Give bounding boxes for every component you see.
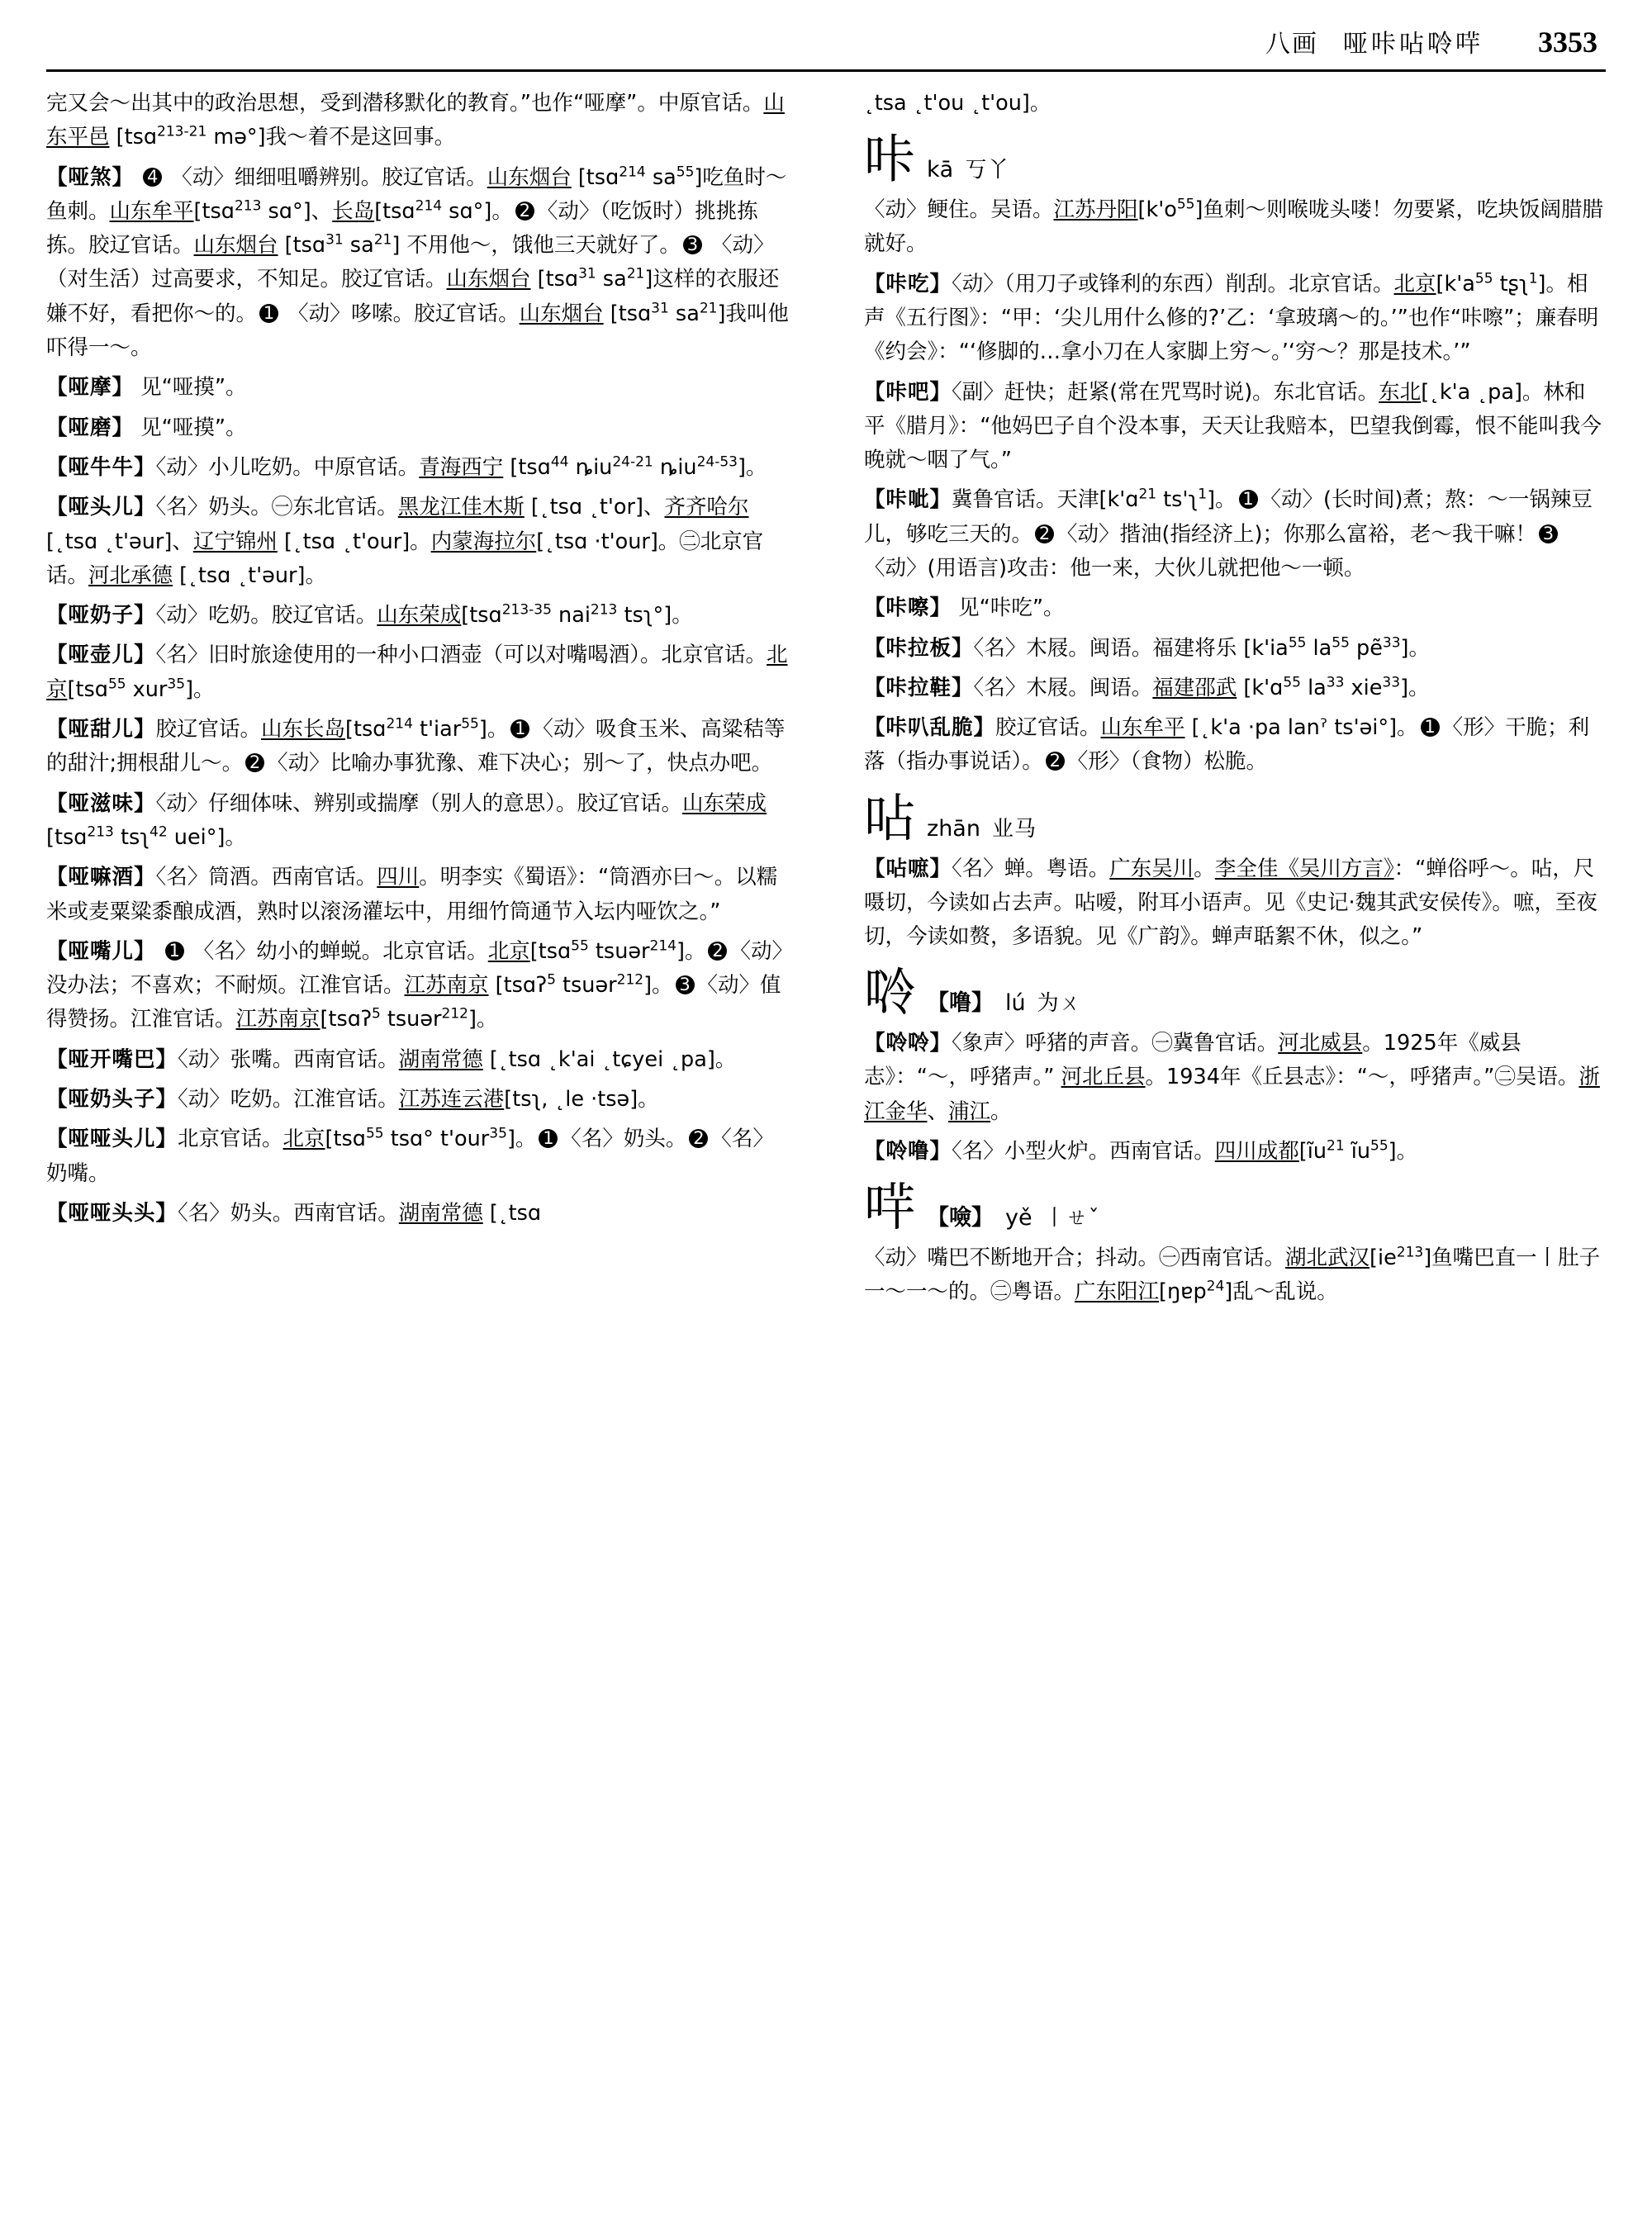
pinyin-reading: zhān <box>927 815 980 842</box>
entry-lu-lu2: 【唥噜】〈名〉小型火炉。西南官话。四川成都[$ĩu^{21}$ $ĩu^{55}$]。 <box>864 1137 1418 1165</box>
page-header <box>46 23 1606 66</box>
zhuyin-reading: 业马 <box>991 816 1037 842</box>
pinyin-reading: kā <box>927 157 954 183</box>
zhuyin-reading: 丂丫 <box>965 158 1010 183</box>
entry-ya-mo-2: 【哑磨】 见“哑摸”。 <box>46 415 247 440</box>
entry-ya-majiu: 【哑嘛酒】〈名〉筒酒。西南官话。四川。明李实《蜀语》：“筒酒亦曰～。以糯米或麦粟粱黍酿成酒，熟时以滚汤灌坛中，用细竹筒通节入坛内哑饮之。” <box>46 865 778 924</box>
entry-ya-kaizuiba: 【哑开嘴巴】〈动〉张嘴。西南官话。湖南常德 [˛tsɑ ˛k'ai ˛tɕyei ˛pa]。 <box>46 1046 737 1072</box>
big-character: 哶 <box>864 1177 916 1238</box>
entry-ya-mo-1: 【哑摩】 见“哑摸”。 <box>46 375 247 401</box>
entry-ya-niuniu: 【哑牛牛】〈动〉小儿吃奶。中原官话。青海西宁 [tsɑ$^{44}$ ȵiu$^{24-21}$ ȵiu$^{24-53}$]。 <box>46 453 767 480</box>
bigchar-ye-body: 〈动〉嘴巴不断地开合；抖动。㊀西南官话。湖北武汉$[ie^{213}]$鱼嘴巴直一丨肚子一～一～的。㊁粤语。广东阳江[ŋɐp$^{24}$]乱～乱说。 <box>864 1244 1601 1305</box>
variant-character: 【噜】 <box>927 990 995 1017</box>
zhuyin-reading: 为ㄨ <box>1037 991 1082 1017</box>
bigchar-lu-heading <box>864 962 1606 1023</box>
big-character: 咔 <box>864 129 916 190</box>
header-characters: 哑咔呫唥哶 <box>1343 30 1483 59</box>
continuation-paragraph-right: ˛tsa ˛t'ou ˛t'ou]。 <box>864 91 1051 116</box>
entry-ka-ca: 【咔嚓】 见“咔吃”。 <box>864 595 1065 621</box>
entry-ka-ci: 【咔呲】冀鲁官话。天津[k'ɑ$^{21}$ ts'ʅ$^1$]。 1 〈动〉(长时间)煮；熬：～一锅辣豆儿，够吃三天的。 2 〈动〉揩油(指经济上)；你那么富裕，老～我干嘛！ 3〈动〉(用语言)攻击：他一来，大伙儿就把他～一顿。 <box>864 486 1593 581</box>
bigchar-ka-heading <box>864 129 1606 190</box>
entry-ya-ya-toutou: 【哑哑头头】〈名〉奶头。西南官话。湖南常德 [˛tsɑ <box>46 1200 542 1226</box>
big-character: 唥 <box>864 962 916 1023</box>
bigchar-ye-heading <box>864 1177 1606 1238</box>
entry-ka-chi: 【咔吃】〈动〉（用刀子或锋利的东西）削刮。北京官话。北京[$k'a^{55}$ tʂʅ$^1$]。相声《五行图》：“甲：‘尖儿用什么修的?’乙：‘拿玻璃～的。’”也作“咔嚓”；廉春明《约会》：“‘修脚的…拿小刀在人家脚上穷～。’‘穷～？那是技术。’” <box>864 270 1599 365</box>
entry-ya-ya-touer: 【哑哑头儿】北京官话。北京[tsɑ$^{55}$ tsɑ° t'our$^{35}$]。 1 〈名〉奶头。 2 〈名〉奶嘴。 <box>46 1125 774 1186</box>
header-rule <box>46 69 1606 72</box>
pinyin-reading: yě <box>1005 1205 1032 1231</box>
entry-zhan-zhe: 【呫嗻】〈名〉蝉。粤语。广东吴川。李全佳《吴川方言》：“蝉俗呼～。呫，尺嗫切，今读如占去声。呫嗳，附耳小语声。见《史记·魏其武安侯传》。嗻，至夜切，今读如赘，多语貌。见《广韵》。蝉声聒絮不休，似之。” <box>864 856 1597 950</box>
left-column <box>46 87 826 2201</box>
zhuyin-reading: 丨ㄝˇ <box>1043 1206 1100 1231</box>
entry-ya-sha: 【哑煞】 4 〈动〉细细咀嚼辨别。胶辽官话。山东烟台 [tsɑ$^{214}$ $sa^{55}$]吃鱼时～鱼刺。山东牟平[tsɑ$^{213}$ sɑ°]、长岛[tsɑ$^{214}$ sɑ°]。 2 〈动〉（吃饭时）挑挑拣拣。胶辽官话。山东烟台 [tsɑ$^{31}$ $sa^{21}$] 不用他～，饿他三天就好了。 3 〈动〉（对生活）过高要求，不知足。胶辽官话。山东烟台 [tsɑ$^{31}$ $sa^{21}$]这样的衣服还嫌不好，看把你～的。 1 〈动〉哆嗦。胶辽官话。山东烟台 [tsɑ$^{31}$ $sa^{21}$]我叫他吓得一～。 <box>46 164 789 361</box>
page-number: 3353 <box>1538 26 1597 59</box>
entry-ya-touer: 【哑头儿】〈名〉奶头。㊀东北官话。黑龙江佳木斯 [˛tsɑ ˛t'or]、齐齐哈尔 [˛tsɑ ˛t'əur]、辽宁锦州 [˛tsɑ ˛t'our]。内蒙海拉尔[˛tsɑ ·t'our]。㊁北京官话。河北承德 [˛tsɑ ˛t'əur]。 <box>46 495 764 588</box>
entry-ya-ziwei: 【哑滋味】〈动〉仔细体味、辨别或揣摩（别人的意思）。胶辽官话。山东荣成[tsɑ$^{213}$ tsʅ$^{42}$ uei°]。 <box>46 790 767 850</box>
entry-lu-lu: 【唥唥】〈象声〉呼猪的声音。㊀冀鲁官话。河北威县。1925年《威县志》：“～，呼猪声。” 河北丘县。1934年《丘县志》：“～，呼猪声。”㊁吴语。浙江金华、浦江。 <box>864 1031 1600 1124</box>
entry-ya-zuier: 【哑嘴儿】 1 〈名〉幼小的蝉蜕。北京官话。北京[tsɑ$^{55}$ tsuər$^{214}$]。 2 〈动〉没办法；不喜欢；不耐烦。江淮官话。江苏南京 [tsɑʔ$^5$ tsuər$^{212}$]。 3 〈动〉值得赞扬。江淮官话。江苏南京[tsɑʔ$^5$ tsuər$^{212}$]。 <box>46 937 793 1032</box>
two-column-body <box>46 87 1606 2201</box>
right-column <box>826 87 1606 2201</box>
pinyin-reading: lú <box>1005 990 1026 1017</box>
entry-ka-laxie: 【咔拉鞋】〈名〉木屐。闽语。福建邵武 [k'ɑ$^{55}$ $la^{33}$ xie$^{33}$]。 <box>864 674 1430 700</box>
header-radical: 八画 <box>1265 30 1318 59</box>
bigchar-ka-body: 〈动〉鲠住。吴语。江苏丹阳$[k'o^{55}]$鱼刺～则喉咙头喽！勿要紧，吃块饭阔腊腊就好。 <box>864 196 1603 257</box>
entry-ya-huer: 【哑壶儿】〈名〉旧时旅途使用的一种小口酒壶（可以对嘴喝酒）。北京官话。北京[tsɑ$^{55}$ xur$^{35}$]。 <box>46 643 788 702</box>
variant-character: 【噞】 <box>927 1205 995 1231</box>
entry-ya-naizi: 【哑奶子】〈动〉吃奶。胶辽官话。山东荣成[tsɑ$^{213-35}$ nai$^{213}$ tsʅ°]。 <box>46 601 693 629</box>
entry-ka-laban: 【咔拉板】〈名〉木屐。闽语。福建将乐 [$k'ia^{55}$ $la^{55}$ pẽ$^{33}$]。 <box>864 634 1430 661</box>
entry-ka-baluancui: 【咔叭乱脆】胶辽官话。山东牟平 [˛k'a ·pa lanˀ ts'əi°]。 1 〈形〉干脆；利落（指办事说话）。 2 〈形〉（食物）松脆。 <box>864 715 1590 775</box>
big-character: 呫 <box>864 787 916 848</box>
entry-ka-ba: 【咔吧】〈副〉赶快；赶紧(常在咒骂时说)。东北官话。东北[˛k'a ˛pa]。林和平《腊月》：“他妈巴子自个没本事，天天让我赔本，巴望我倒霉，恨不能叫我今晚就～咽了气。” <box>864 379 1602 473</box>
continuation-paragraph: 完又会～出其中的政治思想，受到潜移默化的教育。”也作“哑摩”。中原官话。山东平邑 [tsɑ$^{213-21}$ mə°]我～着不是这回事。 <box>46 91 785 150</box>
entry-ya-naitouzi: 【哑奶头子】〈动〉吃奶。江淮官话。江苏连云港[tsʅ, ˛le ·tsə]。 <box>46 1087 659 1113</box>
bigchar-zhan-heading <box>864 787 1606 848</box>
entry-ya-tianer: 【哑甜儿】胶辽官话。山东长岛[tsɑ$^{214}$ t'iar$^{55}$]。 1 〈动〉吸食玉米、高粱秸等的甜汁;拥根甜儿～。 2 〈动〉比喻办事犹豫、难下决心；别～了，快点办吧。 <box>46 715 786 776</box>
